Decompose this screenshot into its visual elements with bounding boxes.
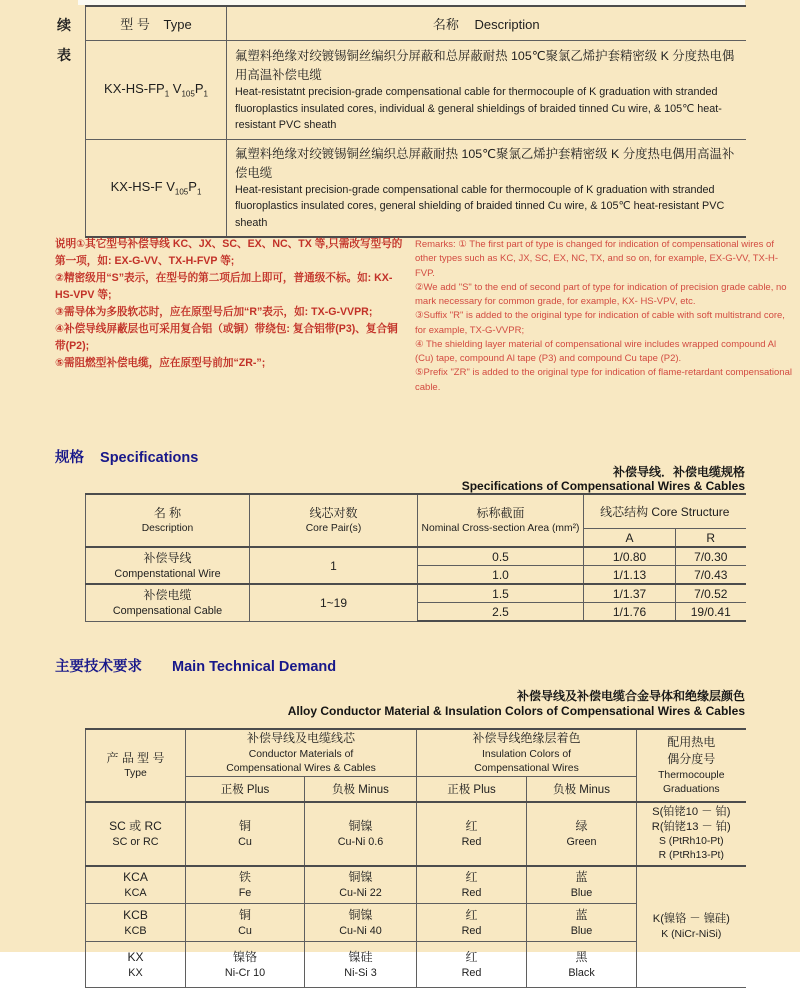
spec-area-value: 0.5 bbox=[418, 547, 584, 566]
value-en: Blue bbox=[570, 887, 593, 900]
conductor-plus-cell bbox=[186, 904, 305, 942]
tech-header-minus-insulation: 负极 Minus bbox=[527, 777, 637, 803]
spec-caption-zh: 补偿导线．补偿电缆规格 bbox=[612, 465, 745, 479]
value-en: Cu-Ni 22 bbox=[339, 887, 382, 900]
spec-header-col-a: A bbox=[584, 529, 676, 548]
value-en: Cu-Ni 40 bbox=[339, 924, 382, 937]
specifications-table bbox=[85, 493, 746, 622]
value-en: Red bbox=[461, 887, 482, 900]
header-zh: 补偿导线绝缘层着色 bbox=[472, 731, 581, 746]
note-item: ④补偿导线屏蔽层也可采用复合铝（或铜）带绕包: 复合铝带(P3)、复合铜带(P2); bbox=[55, 322, 398, 352]
header-en: Graduations bbox=[662, 783, 720, 795]
remark-item: Remarks: ① The first part of type is changed for indication of compensational wires of other types such as KC, JX, SC, EX, NC, TX, and so on, for example, EX-G-VV, TX-H-FVP. bbox=[415, 239, 779, 279]
graduation-line: K (NiCr-NiSi) bbox=[661, 928, 722, 940]
value-zh: 镍铬 bbox=[232, 949, 257, 964]
spec-heading-zh: 规格 bbox=[55, 450, 84, 466]
value-en: Cu bbox=[238, 924, 252, 937]
header-en: Core Pair(s) bbox=[305, 523, 362, 535]
thermocouple-graduation-cell bbox=[637, 802, 746, 866]
type-en: KCB bbox=[124, 924, 147, 937]
spec-name-cell bbox=[86, 584, 250, 621]
value-zh: 铜镍 bbox=[348, 907, 373, 922]
value-en: Red bbox=[461, 836, 482, 849]
value-zh: 镍硅 bbox=[348, 949, 373, 964]
insulation-minus-cell bbox=[527, 802, 637, 866]
insulation-minus-cell bbox=[527, 866, 637, 904]
spec-row bbox=[86, 547, 746, 566]
header-zh: 补偿导线及电缆线芯 bbox=[247, 731, 356, 746]
insulation-minus-cell bbox=[527, 942, 637, 988]
spec-row bbox=[86, 584, 746, 603]
name-en: Compensational Cable bbox=[112, 605, 223, 618]
spec-structure-a: 1/0.80 bbox=[584, 547, 676, 566]
spec-structure-a: 1/1.37 bbox=[584, 584, 676, 603]
remark-item: ③Suffix "R" is added to the original type for indication of cable with soft multistrand core, for example, TX-G-VVPR; bbox=[415, 310, 785, 336]
type-column-header bbox=[86, 6, 227, 41]
graduation-line: R(铂铑13 － 铂) bbox=[651, 820, 731, 833]
value-zh: 绿 bbox=[575, 819, 588, 834]
product-type-cell bbox=[86, 904, 186, 942]
tech-header-insulation-group bbox=[417, 729, 637, 777]
thermocouple-graduation-cell bbox=[637, 866, 746, 988]
header-zh: 产 品 型 号 bbox=[106, 750, 165, 765]
spec-header-row-1 bbox=[86, 494, 746, 529]
conductor-minus-cell bbox=[305, 904, 417, 942]
value-zh: 蓝 bbox=[575, 870, 588, 885]
type-en: SC or RC bbox=[112, 836, 159, 849]
header-en: Conductor Materials of bbox=[248, 748, 354, 760]
remark-item: ④ The shielding layer material of compensational wire includes wrapped compound Al (Cu) tape, compound Al tape (P3) and compound Cu tape (P2). bbox=[415, 338, 777, 364]
note-item: 说明①其它型号补偿导线 KC、JX、SC、EX、NC、TX 等,只需改写型号的第一项，如: EX-G-VV、TX-H-FVP 等; bbox=[55, 238, 403, 267]
tech-row-kca bbox=[86, 866, 746, 904]
note-item: ③需导体为多股软芯时，应在原型号后加“R”表示，如: TX-G-VVPR; bbox=[55, 305, 373, 318]
name-zh: 补偿导线 bbox=[143, 550, 192, 565]
graduation-line: K(镍铬 － 镍硅) bbox=[652, 913, 730, 926]
spec-header-col-r: R bbox=[676, 529, 746, 548]
spec-header-core-pairs bbox=[250, 494, 418, 547]
type-en: KX bbox=[128, 966, 143, 979]
description-zh: 氟塑料绝缘对绞镀锡铜丝编织分屏蔽和总屏蔽耐热 105℃聚氯乙烯护套精密级 K 分度热电偶用高温补偿电缆 bbox=[235, 49, 735, 82]
value-zh: 铁 bbox=[238, 870, 251, 885]
conductor-minus-cell bbox=[305, 866, 417, 904]
graduation-line: S (PtRh10-Pt) bbox=[658, 836, 724, 848]
tech-caption-zh: 补偿导线及补偿电缆合金导体和绝缘层颜色 bbox=[516, 689, 745, 703]
alloy-conductor-table bbox=[85, 728, 746, 988]
tech-header-row-1 bbox=[86, 729, 746, 777]
value-zh: 红 bbox=[465, 949, 478, 964]
tech-heading-zh: 主要技术要求 bbox=[55, 659, 142, 675]
value-zh: 铜镍 bbox=[348, 870, 373, 885]
value-en: Blue bbox=[570, 924, 593, 937]
spec-structure-r: 19/0.41 bbox=[676, 603, 746, 622]
value-zh: 铜 bbox=[238, 907, 251, 922]
header-zh: 标称截面 bbox=[476, 505, 525, 520]
header-en: Thermocouple bbox=[658, 769, 725, 781]
type-table-header-row bbox=[86, 6, 746, 41]
description-zh: 氟塑料绝缘对绞镀锡铜丝编织总屏蔽耐热 105℃聚氯乙烯护套精密级 K 分度热电偶用高温补偿电缆 bbox=[235, 147, 735, 180]
description-en: Heat-resistatnt precision-grade compensational cable for thermocouple of K graduation with stranded fluoroplastics insulated cores, individual & general shieldings of braided tinned Cu wire, & 105℃ heat-resistant PVC sheath bbox=[235, 86, 722, 131]
type-description-table bbox=[85, 5, 746, 238]
name-en: Compenstational Wire bbox=[114, 567, 221, 580]
value-en: Ni-Si 3 bbox=[344, 966, 377, 979]
value-zh: 铜 bbox=[238, 819, 251, 834]
spec-pairs-cell: 1 bbox=[250, 547, 418, 584]
description-en: Heat-resistant precision-grade compensational cable for thermocouple of K graduation with stranded fluoroplastics insulated cores, general shielding of braided tinned Cu wire, & 105℃ heat-resistant PVC sheath bbox=[235, 184, 725, 229]
insulation-minus-cell bbox=[527, 904, 637, 942]
insulation-plus-cell bbox=[417, 866, 527, 904]
cable-type-code: $KX-HS-FP_1$ $V_{105}P_1$ bbox=[86, 41, 227, 140]
conductor-minus-cell bbox=[305, 942, 417, 988]
insulation-plus-cell bbox=[417, 904, 527, 942]
header-en: Insulation Colors of bbox=[482, 748, 571, 760]
note-item: ⑤需阻燃型补偿电缆，应在原型号前加“ZR-”; bbox=[55, 356, 266, 369]
spec-pairs-cell: 1~19 bbox=[250, 584, 418, 621]
spec-structure-r: 7/0.30 bbox=[676, 547, 746, 566]
type-en: KCA bbox=[124, 887, 147, 900]
spec-structure-r: 7/0.43 bbox=[676, 566, 746, 585]
header-en: Type bbox=[124, 768, 147, 780]
header-en: Compensational Wires & Cables bbox=[226, 762, 376, 774]
conductor-minus-cell bbox=[305, 802, 417, 866]
type-header-en: Type bbox=[163, 17, 192, 32]
spec-area-value: 2.5 bbox=[418, 603, 584, 622]
value-en: Black bbox=[568, 966, 595, 979]
value-en: Red bbox=[461, 924, 482, 937]
value-en: Red bbox=[461, 966, 482, 979]
header-zh: 线芯对数 bbox=[309, 505, 358, 520]
spec-name-cell bbox=[86, 547, 250, 584]
spec-caption-en: Specifications of Compensational Wires & Cables bbox=[461, 479, 745, 493]
header-zh: 配用热电 bbox=[667, 735, 716, 750]
tech-section-heading bbox=[55, 655, 336, 676]
cable-description-cell bbox=[227, 41, 746, 140]
value-en: Green bbox=[566, 836, 597, 849]
tech-header-plus-insulation: 正极 Plus bbox=[417, 777, 527, 803]
product-type-cell bbox=[86, 802, 186, 866]
spec-header-description bbox=[86, 494, 250, 547]
tech-header-type bbox=[86, 729, 186, 802]
note-item: ②精密级用“S”表示，在型号的第二项后加上即可，普通级不标。如: KX-HS-VPV 等; bbox=[55, 271, 393, 301]
table-row bbox=[86, 41, 746, 140]
tech-caption-en: Alloy Conductor Material & Insulation Colors of Compensational Wires & Cables bbox=[287, 704, 745, 718]
value-en: Fe bbox=[238, 887, 252, 900]
type-zh: KCB bbox=[123, 907, 148, 922]
value-en: Cu-Ni 0.6 bbox=[337, 836, 384, 849]
description-column-header bbox=[227, 6, 746, 41]
insulation-plus-cell bbox=[417, 802, 527, 866]
type-header-zh: 型 号 bbox=[120, 17, 150, 32]
header-zh: 名 称 bbox=[153, 505, 182, 520]
value-zh: 红 bbox=[465, 907, 478, 922]
spec-heading-en: Specifications bbox=[100, 450, 199, 466]
desc-header-zh: 名称 bbox=[432, 17, 459, 32]
spec-area-value: 1.5 bbox=[418, 584, 584, 603]
value-zh: 蓝 bbox=[575, 907, 588, 922]
desc-header-en: Description bbox=[474, 17, 540, 32]
name-zh: 补偿电缆 bbox=[143, 587, 192, 602]
header-en: Description bbox=[141, 523, 194, 535]
cable-type-code: KX-HS-F $V_{105}P_1$ bbox=[86, 140, 227, 237]
value-en: Cu bbox=[238, 836, 252, 849]
type-zh: KX bbox=[127, 949, 144, 964]
product-type-cell bbox=[86, 866, 186, 904]
header-zh: 偶分度号 bbox=[667, 752, 716, 767]
spec-area-value: 1.0 bbox=[418, 566, 584, 585]
spec-structure-a: 1/1.76 bbox=[584, 603, 676, 622]
tech-header-minus-conductor: 负极 Minus bbox=[305, 777, 417, 803]
remark-item: ⑤Prefix "ZR" is added to the original type for indication of flame-retardant compensational cable. bbox=[415, 367, 792, 393]
spec-header-nominal-area bbox=[418, 494, 584, 547]
tech-header-plus-conductor: 正极 Plus bbox=[186, 777, 305, 803]
conductor-plus-cell bbox=[186, 802, 305, 866]
header-en: Compensational Wires bbox=[474, 762, 579, 774]
value-zh: 黑 bbox=[575, 949, 588, 964]
spec-header-core-structure: 线芯结构 Core Structure bbox=[584, 494, 746, 529]
graduation-line: S(铂铑10 － 铂) bbox=[652, 805, 731, 818]
remark-item: ②We add "S" to the end of second part of type for indication of precision grade cable, no mark necessary for common grade, for example, KX- HS-VPV, etc. bbox=[415, 281, 787, 307]
table-row bbox=[86, 140, 746, 237]
value-zh: 红 bbox=[465, 819, 478, 834]
continued-table-label: 续表 bbox=[57, 17, 71, 63]
type-zh: SC 或 RC bbox=[109, 819, 162, 834]
type-zh: KCA bbox=[123, 870, 148, 885]
header-en: Nominal Cross-section Area (mm²) bbox=[421, 523, 580, 535]
value-zh: 铜镍 bbox=[348, 819, 373, 834]
value-en: Ni-Cr 10 bbox=[224, 966, 266, 979]
tech-header-conductor-group bbox=[186, 729, 417, 777]
tech-row-sc-rc bbox=[86, 802, 746, 866]
remarks-english bbox=[415, 238, 797, 395]
product-type-cell bbox=[86, 942, 186, 988]
tech-header-thermocouple bbox=[637, 729, 746, 802]
notes-chinese bbox=[55, 236, 407, 372]
conductor-plus-cell bbox=[186, 866, 305, 904]
conductor-plus-cell bbox=[186, 942, 305, 988]
tech-heading-en: Main Technical Demand bbox=[172, 659, 337, 675]
cable-description-cell bbox=[227, 140, 746, 237]
spec-structure-a: 1/1.13 bbox=[584, 566, 676, 585]
graduation-line: R (PtRh13-Pt) bbox=[658, 850, 724, 862]
spec-structure-r: 7/0.52 bbox=[676, 584, 746, 603]
value-zh: 红 bbox=[465, 870, 478, 885]
insulation-plus-cell bbox=[417, 942, 527, 988]
